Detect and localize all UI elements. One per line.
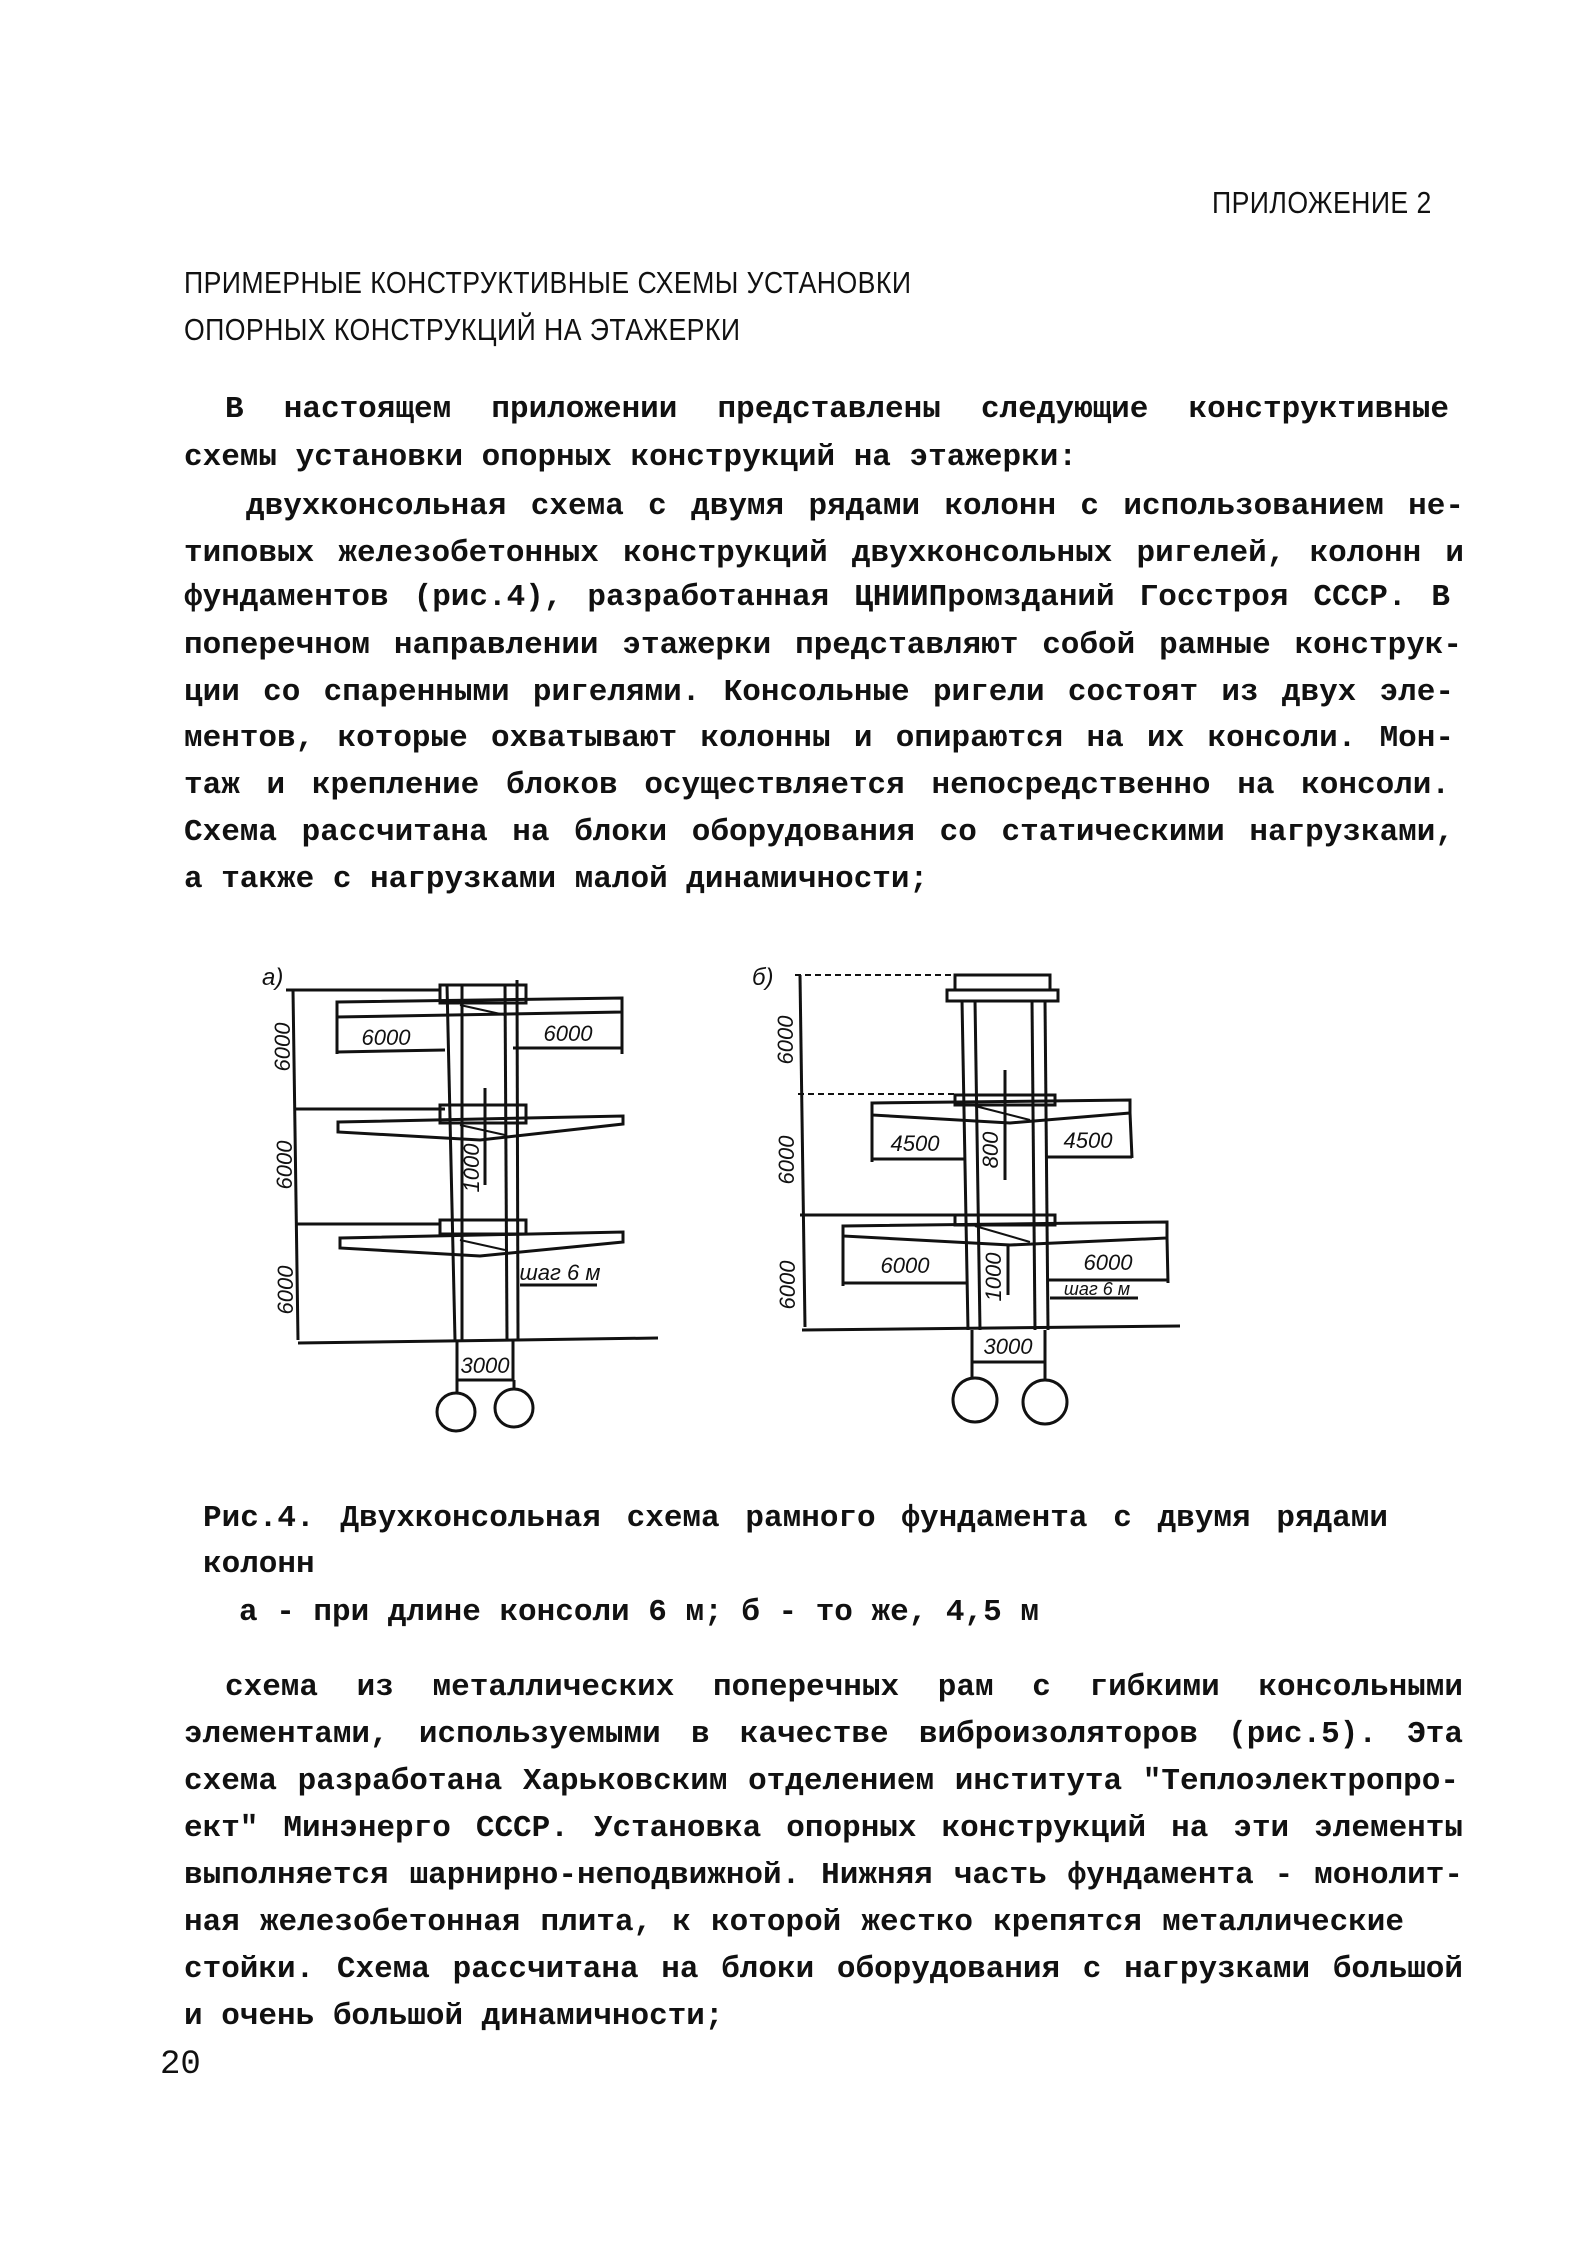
text-line: схема из металлических поперечных рам с гибкими консольными [225,1670,1463,1705]
text-line: типовых железобетонных конструкций двухконсольных ригелей, колонн и [184,536,1464,571]
text-line: поперечном направлении этажерки представляют собой рамные конструк- [184,628,1462,663]
scheme-b-label: б) [752,964,774,991]
figure-caption: Рис.4. Двухконсольная схема рамного фундамента с двумя рядами [203,1501,1388,1536]
figure-caption: колонн [203,1547,315,1582]
dim-label: 1000 [459,1143,484,1193]
text-line: Схема рассчитана на блоки оборудования со статическими нагрузками, [184,815,1454,850]
step-label: шаг 6 м [519,1260,601,1285]
dim-label: 6000 [270,1022,295,1072]
text-line: стойки. Схема рассчитана на блоки оборудования с нагрузками большой [184,1952,1463,1987]
dim-label: 6000 [774,1135,799,1185]
page-number: 20 [160,2046,201,2084]
text-line: двухконсольная схема с двумя рядами колонн с использованием не- [246,489,1464,524]
scheme-a-label: а) [262,964,284,991]
step-label: шаг 6 м [1063,1279,1131,1299]
dim-label: 3000 [460,1353,510,1378]
text-line: схемы установки опорных конструкций на этажерки: [184,440,1077,475]
dim-label: 6000 [361,1025,411,1050]
dim-label: 6000 [273,1265,298,1315]
section-heading-line: ПРИМЕРНЫЕ КОНСТРУКТИВНЫЕ СХЕМЫ УСТАНОВКИ [184,265,912,300]
dim-label: 4500 [1063,1128,1113,1153]
pile-circle [1023,1380,1067,1424]
text-line: фундаментов (рис.4), разработанная ЦНИИПромзданий Госстроя СССР. В [184,580,1450,615]
dim-label: 3000 [983,1334,1033,1359]
dim-label: 6000 [775,1260,800,1310]
text-line: выполняется шарнирно-неподвижной. Нижняя часть фундамента - монолит- [184,1858,1463,1893]
text-line: ект" Минэнерго СССР. Установка опорных конструкций на эти элементы [184,1811,1463,1846]
text-line: таж и крепление блоков осуществляется непосредственно на консоли. [184,768,1450,803]
pile-circle [953,1378,997,1422]
dim-label: 6000 [272,1140,297,1190]
dim-label: 6000 [1083,1250,1133,1275]
text-line: схема разработана Харьковским отделением института "Теплоэлектропро- [184,1764,1459,1799]
dim-label: 6000 [880,1253,930,1278]
figure-caption-legend: а - при длине консоли 6 м; б - то же, 4,5 м [239,1595,1039,1630]
dim-label: 6000 [773,1015,798,1065]
scheme-b [752,964,1180,1424]
text-line: ментов, которые охватывают колонны и опираются на их консоли. Мон- [184,721,1454,756]
scheme-a [262,964,658,1431]
dim-label: 1000 [981,1252,1006,1302]
appendix-label: ПРИЛОЖЕНИЕ 2 [1212,185,1432,220]
text-line: и очень большой динамичности; [184,1999,724,2034]
text-line: элементами, используемыми в качестве виброизоляторов (рис.5). Эта [184,1717,1463,1752]
dim-label: 6000 [543,1021,593,1046]
pile-circle [437,1393,475,1431]
text-line: ная железобетонная плита, к которой жестко крепятся металлические [184,1905,1404,1940]
text-line: ции со спаренными ригелями. Консольные ригели состоят из двух эле- [184,675,1454,710]
dim-label: 4500 [890,1131,940,1156]
text-line: а также с нагрузками малой динамичности; [184,862,929,897]
dim-label: 800 [978,1131,1003,1169]
text-line: В настоящем приложении представлены следующие конструктивные [225,392,1449,427]
section-heading-line: ОПОРНЫХ КОНСТРУКЦИЙ НА ЭТАЖЕРКИ [184,312,741,347]
pile-circle [495,1389,533,1427]
